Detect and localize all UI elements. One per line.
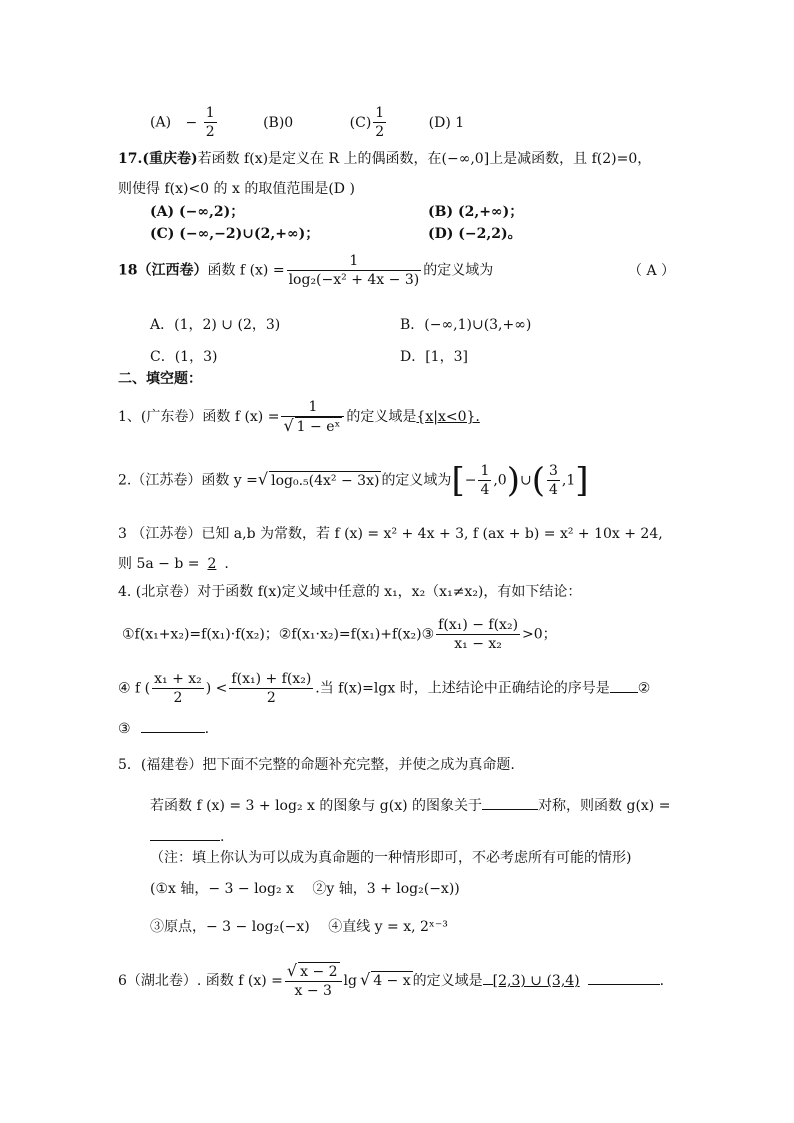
fill-5-note: （注：填上你认为可以成为真命题的一种情形即可，不必考虑所有可能的情形) <box>150 850 632 866</box>
fill-5-blank: . <box>150 826 224 846</box>
fill-2: 2.（江苏卷）函数 y =√ log₀.₅(4x² − 3x) 的定义域为[− $\frac{1}{4}$ ,0)∪( $\frac{3}{4}$ ,1] <box>118 460 589 501</box>
q17-label: 17.(重庆卷) <box>118 151 198 167</box>
q17-opt-b: (B) (2,+∞)； <box>428 204 524 220</box>
q16-opt-a: (A) <box>150 114 172 131</box>
q16-opt-d: (D) 1 <box>428 114 465 131</box>
q16-options <box>150 104 464 141</box>
q18-lead: 函数 f (x) = <box>207 262 285 279</box>
q18-label: 18（江西卷） <box>118 262 208 279</box>
q18-answer: （ A ） <box>628 263 676 279</box>
q16-opt-c-frac: $\frac{1}{2}$ <box>375 105 385 140</box>
fill-5-answer-2: ③原点，− 3 − log₂(−x) ④直线 y = x, 2ˣ⁻³ <box>150 919 448 935</box>
fill-6: 6（湖北卷）. 函数 f (x) = $\frac{√ x - 2}{x - 3}$ lg √ 4 − x 的定义域是 [2,3) ∪ (3,4) . <box>118 961 665 999</box>
fill-4-line3: ④ f ( $\frac{\text{x₁ + x₂}}{2}$ ) < $\frac{\text{f(x₁) + f(x₂)}}{2}$ .当 f(x)=lgx 时，上述结论中正确结论的序号是 ② <box>118 671 651 706</box>
fill-6-label: 6（湖北卷）. 函数 f (x) = <box>118 973 283 989</box>
q16-opt-c: (C) <box>349 114 372 131</box>
fill-4-line2: ①f(x₁+x₂)=f(x₁)·f(x₂)；②f(x₁·x₂)=f(x₁)+f(x₂)③ $\frac{\text{f(x₁) − f(x₂)}}{\text{x₁ − x₂}}$ >0； <box>122 617 557 652</box>
fill-3-line1: 3 （江苏卷）已知 a,b 为常数，若 f (x) = x² + 4x + 3, f (ax + b) = x² + 10x + 24, <box>118 526 663 542</box>
fill-5-answer-1: (①x 轴，− 3 − log₂ x ②y 轴，3 + log₂(−x)) <box>150 881 460 897</box>
fill-2-label: 2.（江苏卷）函数 y = <box>118 472 258 489</box>
q16-opt-b: (B)0 <box>263 114 294 131</box>
q18-opt-a: A．(1，2) ∪ (2，3) <box>150 317 281 333</box>
fill-3-line2: 则 5a − b = 2 . <box>118 556 229 572</box>
fill-3-answer: 2 <box>207 556 217 572</box>
fill-5-line2: 若函数 f (x) = 3 + log₂ x 的图象与 g(x) 的图象关于 对称，则函数 g(x) = <box>150 795 670 815</box>
fill-4-line4: ③ . <box>118 718 209 738</box>
q18-opt-d: D．[1，3] <box>400 349 468 365</box>
q17-opt-d: (D) (−2,2)。 <box>428 226 522 242</box>
fill-5-line1: 5．(福建卷）把下面不完整的命题补充完整，并使之成为真命题. <box>118 757 515 773</box>
fill-2-radicand: log₀.₅(4x² − 3x) <box>271 472 380 489</box>
q17-opt-c: (C) (−∞,−2)∪(2,+∞)； <box>150 226 320 242</box>
q16-opt-a-frac: $\frac{1}{2}$ <box>205 105 215 140</box>
q17-stem2: 则使得 f(x)<0 的 x 的取值范围是(D ) <box>118 181 355 197</box>
fill-1-tail: 的定义域是 <box>346 409 417 425</box>
fill-1-frac: $\frac{1}{\text{√ 1 − eˣ}}$ <box>281 398 344 436</box>
fill-1 <box>118 398 480 436</box>
fill-1-answer: {x|x<0}. <box>416 409 480 425</box>
q18-stem <box>118 252 493 289</box>
fill-4-answer-2: ③ <box>118 721 131 737</box>
q16-opt-a-sign: − <box>185 114 198 131</box>
q18-frac: $\frac{1}{\text{log₂(−x² + 4x − 3)}}$ <box>288 253 420 288</box>
fill-4-answer-1: ② <box>637 680 651 697</box>
q17-stem <box>118 150 651 168</box>
q17-stem1: 若函数 f(x)是定义在 R 上的偶函数，在(−∞,0]上是减函数，且 f(2)=0， <box>197 151 652 167</box>
fill-2-tail: 的定义域为 <box>381 472 452 489</box>
q18-tail: 的定义域为 <box>423 262 494 279</box>
section-heading: 二、填空题： <box>118 371 202 387</box>
q18-opt-c: C．(1，3) <box>150 349 218 365</box>
fill-6-answer: [2,3) ∪ (3,4) <box>492 973 580 989</box>
q18-opt-b: B．(−∞,1)∪(3,+∞) <box>400 317 532 333</box>
fill-1-label: 1、(广东卷）函数 f (x) = <box>118 409 280 425</box>
q17-opt-a: (A) (−∞,2)； <box>150 204 245 220</box>
fill-4-line1: 4. (北京卷）对于函数 f(x)定义域中任意的 x₁，x₂（x₁≠x₂)，有如下结论： <box>118 584 582 600</box>
